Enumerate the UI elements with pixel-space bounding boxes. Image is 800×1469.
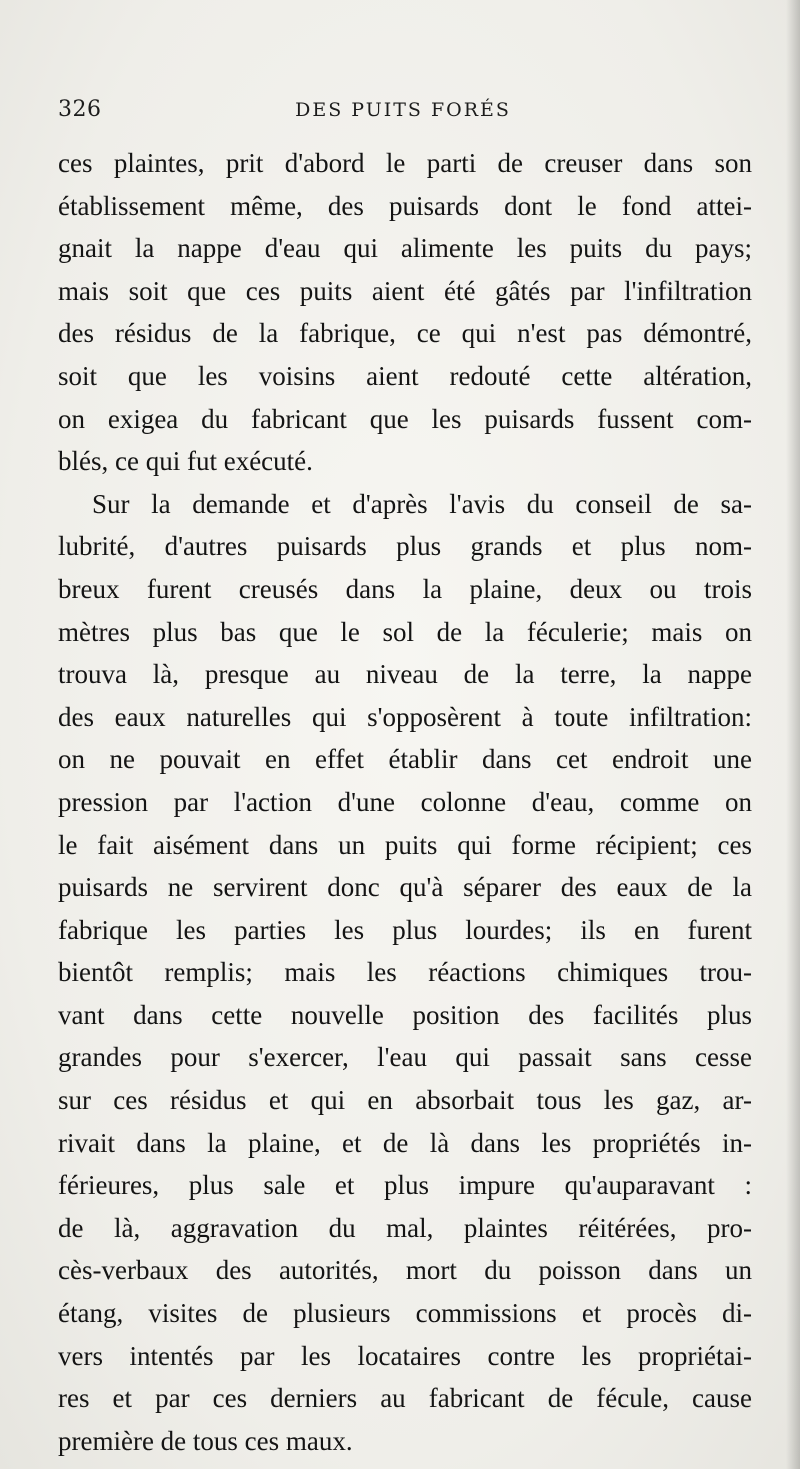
text-line: puisards ne servirent donc qu'à séparer des eaux de la — [58, 872, 752, 903]
text-line: cès-verbaux des autorités, mort du poisson dans un — [58, 1255, 752, 1286]
text-line: res et par ces derniers au fabricant de fécule, cause — [58, 1383, 752, 1414]
text-line: vers intentés par les locataires contre les propriétai- — [58, 1340, 752, 1371]
text-line: bientôt remplis; mais les réactions chimiques trou- — [58, 957, 752, 988]
text-line: mètres plus bas que le sol de la féculerie; mais on — [58, 616, 752, 647]
text-line: blés, ce qui fut exécuté. — [58, 446, 313, 477]
body-text — [58, 142, 752, 1462]
text-line: Sur la demande et d'après l'avis du conseil de sa- — [92, 488, 752, 519]
text-line: ces plaintes, prit d'abord le parti de creuser dans son — [58, 148, 752, 178]
text-line: on ne pouvait en effet établir dans cet endroit une — [58, 744, 752, 775]
text-line: soit que les voisins aient redouté cette altération, — [58, 360, 752, 391]
text-line: le fait aisément dans un puits qui forme récipient; ces — [58, 829, 752, 860]
text-line: férieures, plus sale et plus impure qu'auparavant : — [58, 1170, 752, 1201]
page-header — [58, 95, 748, 129]
page-number: 326 — [58, 97, 102, 122]
text-line: vant dans cette nouvelle position des facilités plus — [58, 999, 752, 1030]
paragraph-1 — [58, 142, 752, 483]
text-line: des eaux naturelles qui s'opposèrent à toute infiltration: — [58, 701, 752, 732]
text-line: première de tous ces maux. — [58, 1425, 353, 1456]
text-line: fabrique les parties les plus lourdes; ils en furent — [58, 914, 752, 945]
text-line: breux furent creusés dans la plaine, deux ou trois — [58, 573, 752, 604]
text-line: de là, aggravation du mal, plaintes réitérées, pro- — [58, 1212, 752, 1243]
text-line: pression par l'action d'une colonne d'eau, comme on — [58, 786, 752, 817]
running-head: DES PUITS FORÉS — [295, 99, 511, 121]
text-line: on exigea du fabricant que les puisards fussent com- — [58, 403, 752, 434]
text-line: sur ces résidus et qui en absorbait tous les gaz, ar- — [58, 1085, 752, 1116]
text-line: lubrité, d'autres puisards plus grands et plus nom- — [58, 531, 752, 562]
text-line: établissement même, des puisards dont le fond attei- — [58, 190, 752, 221]
text-line: étang, visites de plusieurs commissions et procès di- — [58, 1298, 752, 1329]
text-line: des résidus de la fabrique, ce qui n'est pas démontré, — [58, 318, 752, 349]
text-line: mais soit que ces puits aient été gâtés par l'infiltration — [58, 275, 752, 306]
page-edge-shadow — [786, 0, 800, 1469]
text-line: grandes pour s'exercer, l'eau qui passait sans cesse — [58, 1042, 752, 1073]
text-line: rivait dans la plaine, et de là dans les propriétés in- — [58, 1127, 752, 1158]
text-line: trouva là, presque au niveau de la terre, la nappe — [58, 659, 752, 690]
text-line: gnait la nappe d'eau qui alimente les puits du pays; — [58, 233, 752, 264]
paragraph-2 — [58, 483, 752, 1463]
